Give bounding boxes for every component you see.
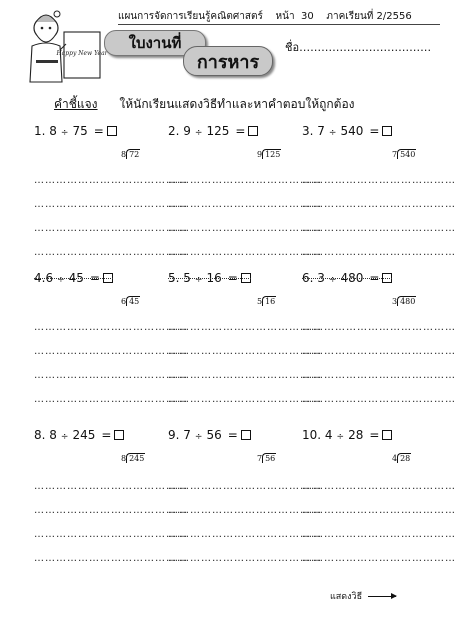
equals-sign: =: [227, 271, 238, 285]
term-label: ภาคเรียนที่ 2/2556: [326, 11, 412, 22]
plan-title: แผนการจัดการเรียนรู้คณิตศาสตร์: [118, 11, 263, 22]
answer-line[interactable]: ……………………………………: [34, 481, 188, 492]
long-division-divisor: 4: [392, 454, 398, 463]
divide-sign: ÷: [60, 128, 69, 138]
problem-9: [302, 428, 392, 442]
answer-box[interactable]: [241, 273, 251, 283]
worksheet-label: ใบงานที่: [104, 30, 206, 56]
answer-line[interactable]: ……………………………………: [302, 394, 456, 405]
answer-line[interactable]: ……………………………………: [168, 553, 322, 564]
answer-line[interactable]: ……………………………………: [34, 394, 188, 405]
answer-line[interactable]: ……………………………………: [34, 322, 188, 333]
long-division-divisor: 7: [257, 454, 263, 463]
long-division-dividend: 45: [126, 296, 140, 306]
long-division-divisor: 8: [121, 454, 127, 463]
new-year-sign-text: Happy New Year: [56, 50, 108, 57]
answer-line[interactable]: ……………………………………: [302, 553, 456, 564]
problem-label: 1. 8: [34, 124, 57, 138]
long-division-3: [392, 150, 416, 159]
answer-box[interactable]: [103, 273, 113, 283]
long-division-dividend: 16: [262, 296, 276, 306]
header-divider: [118, 24, 440, 25]
answer-line[interactable]: ……………………………………: [34, 370, 188, 381]
answer-line[interactable]: ……………………………………: [168, 199, 322, 210]
page-header: [118, 9, 412, 24]
problem-dividend: 75: [72, 124, 88, 138]
problem-label: 9. 7: [168, 428, 191, 442]
long-division-5: [257, 297, 276, 306]
answer-line[interactable]: ……………………………………: [34, 505, 188, 516]
problem-label: 6. 3: [302, 271, 325, 285]
long-division-dividend: 480: [397, 296, 416, 306]
equals-sign: =: [93, 124, 104, 138]
answer-box[interactable]: [382, 273, 392, 283]
topic-title: การหาร: [183, 46, 273, 76]
problem-2: [168, 124, 258, 138]
long-division-divisor: 6: [121, 297, 127, 306]
problem-dividend: 540: [340, 124, 364, 138]
divide-sign: ÷: [328, 275, 337, 285]
page-number: 30: [300, 11, 314, 22]
long-division-9: [392, 454, 411, 463]
name-field[interactable]: [285, 38, 431, 56]
problem-dividend: 480: [340, 271, 364, 285]
long-division-2: [257, 150, 281, 159]
long-division-8: [257, 454, 276, 463]
arrow-right-icon: [368, 596, 396, 597]
answer-line[interactable]: ……………………………………: [34, 346, 188, 357]
divide-sign: ÷: [194, 432, 203, 442]
problem-7: [34, 428, 124, 442]
long-division-dividend: 125: [262, 149, 281, 159]
answer-line[interactable]: ……………………………………: [34, 553, 188, 564]
problem-dividend: 45: [68, 271, 84, 285]
equals-sign: =: [101, 428, 112, 442]
answer-line[interactable]: ……………………………………: [168, 223, 322, 234]
long-division-divisor: 8: [121, 150, 127, 159]
answer-line[interactable]: ……………………………………: [302, 529, 456, 540]
instruction-label: คำชี้แจง: [54, 97, 98, 111]
equals-sign: =: [235, 124, 246, 138]
footer-label: แสดงวิธี: [330, 592, 363, 602]
answer-line[interactable]: ……………………………………: [34, 175, 188, 186]
answer-line[interactable]: ……………………………………: [34, 223, 188, 234]
instruction-text: ให้นักเรียนแสดงวิธีทำและหาคำตอบให้ถูกต้อง: [119, 97, 355, 111]
answer-line[interactable]: ……………………………………: [302, 505, 456, 516]
name-dots: ………………………………: [299, 41, 432, 54]
long-division-divisor: 9: [257, 150, 263, 159]
answer-line[interactable]: ……………………………………: [302, 322, 456, 333]
problem-dividend: 28: [348, 428, 364, 442]
divide-sign: ÷: [336, 432, 345, 442]
divide-sign: ÷: [194, 128, 203, 138]
answer-box[interactable]: [248, 126, 258, 136]
long-division-dividend: 56: [262, 453, 276, 463]
answer-box[interactable]: [114, 430, 124, 440]
answer-line[interactable]: ……………………………………: [168, 529, 322, 540]
divide-sign: ÷: [57, 275, 65, 285]
answer-line[interactable]: ……………………………………: [168, 505, 322, 516]
problem-dividend: 56: [206, 428, 222, 442]
answer-line[interactable]: ……………………………………: [168, 175, 322, 186]
problem-3: [302, 124, 392, 138]
long-division-6: [392, 297, 416, 306]
problem-label: 2. 9: [168, 124, 191, 138]
problem-label: 5. 5: [168, 271, 191, 285]
answer-box[interactable]: [107, 126, 117, 136]
divide-sign: ÷: [194, 275, 203, 285]
equals-sign: =: [227, 428, 238, 442]
answer-line[interactable]: ……………………………………: [302, 175, 456, 186]
divide-sign: ÷: [328, 128, 337, 138]
problem-6: [302, 271, 392, 285]
answer-line[interactable]: ……………………………………: [168, 481, 322, 492]
answer-line[interactable]: ……………………………………: [34, 247, 188, 258]
answer-line[interactable]: ……………………………………: [302, 481, 456, 492]
answer-box[interactable]: [241, 430, 251, 440]
problem-1: [34, 124, 117, 138]
long-division-1: [121, 150, 140, 159]
long-division-dividend: 540: [397, 149, 416, 159]
problem-5: [168, 271, 251, 285]
problem-label: 10. 4: [302, 428, 333, 442]
equals-sign: =: [369, 271, 380, 285]
answer-line[interactable]: ……………………………………: [302, 199, 456, 210]
instructions: [54, 95, 355, 114]
answer-line[interactable]: ……………………………………: [302, 346, 456, 357]
problem-label: 3. 7: [302, 124, 325, 138]
answer-line[interactable]: ……………………………………: [168, 247, 322, 258]
problem-8: [168, 428, 251, 442]
equals-sign: =: [89, 271, 100, 285]
long-division-dividend: 245: [126, 453, 145, 463]
long-division-divisor: 7: [392, 150, 398, 159]
long-division-dividend: 28: [397, 453, 411, 463]
answer-line[interactable]: ……………………………………: [34, 199, 188, 210]
problem-dividend: 245: [72, 428, 96, 442]
answer-box[interactable]: [382, 126, 392, 136]
problem-dividend: 125: [206, 124, 230, 138]
long-division-7: [121, 454, 145, 463]
answer-box[interactable]: [382, 430, 392, 440]
answer-line[interactable]: ……………………………………: [302, 247, 456, 258]
long-division-4: [121, 297, 140, 306]
answer-line[interactable]: ……………………………………: [302, 223, 456, 234]
footer-show-method: [330, 589, 396, 603]
name-label: ชื่อ: [285, 41, 300, 54]
long-division-dividend: 72: [126, 149, 140, 159]
page-label: หน้า: [275, 11, 295, 22]
santa-new-year-icon: [26, 10, 108, 84]
answer-line[interactable]: ……………………………………: [168, 394, 322, 405]
answer-line[interactable]: ……………………………………: [168, 322, 322, 333]
long-division-divisor: 5: [257, 297, 263, 306]
long-division-divisor: 3: [392, 297, 398, 306]
problem-label: 8. 8: [34, 428, 57, 442]
answer-line[interactable]: ……………………………………: [168, 370, 322, 381]
equals-sign: =: [369, 428, 380, 442]
divide-sign: ÷: [60, 432, 69, 442]
answer-line[interactable]: ……………………………………: [34, 529, 188, 540]
answer-line[interactable]: ……………………………………: [302, 370, 456, 381]
answer-line[interactable]: ……………………………………: [168, 346, 322, 357]
problem-4: [34, 271, 113, 285]
equals-sign: =: [369, 124, 380, 138]
problem-label: 4.6: [34, 271, 54, 285]
problem-dividend: 16: [206, 271, 222, 285]
